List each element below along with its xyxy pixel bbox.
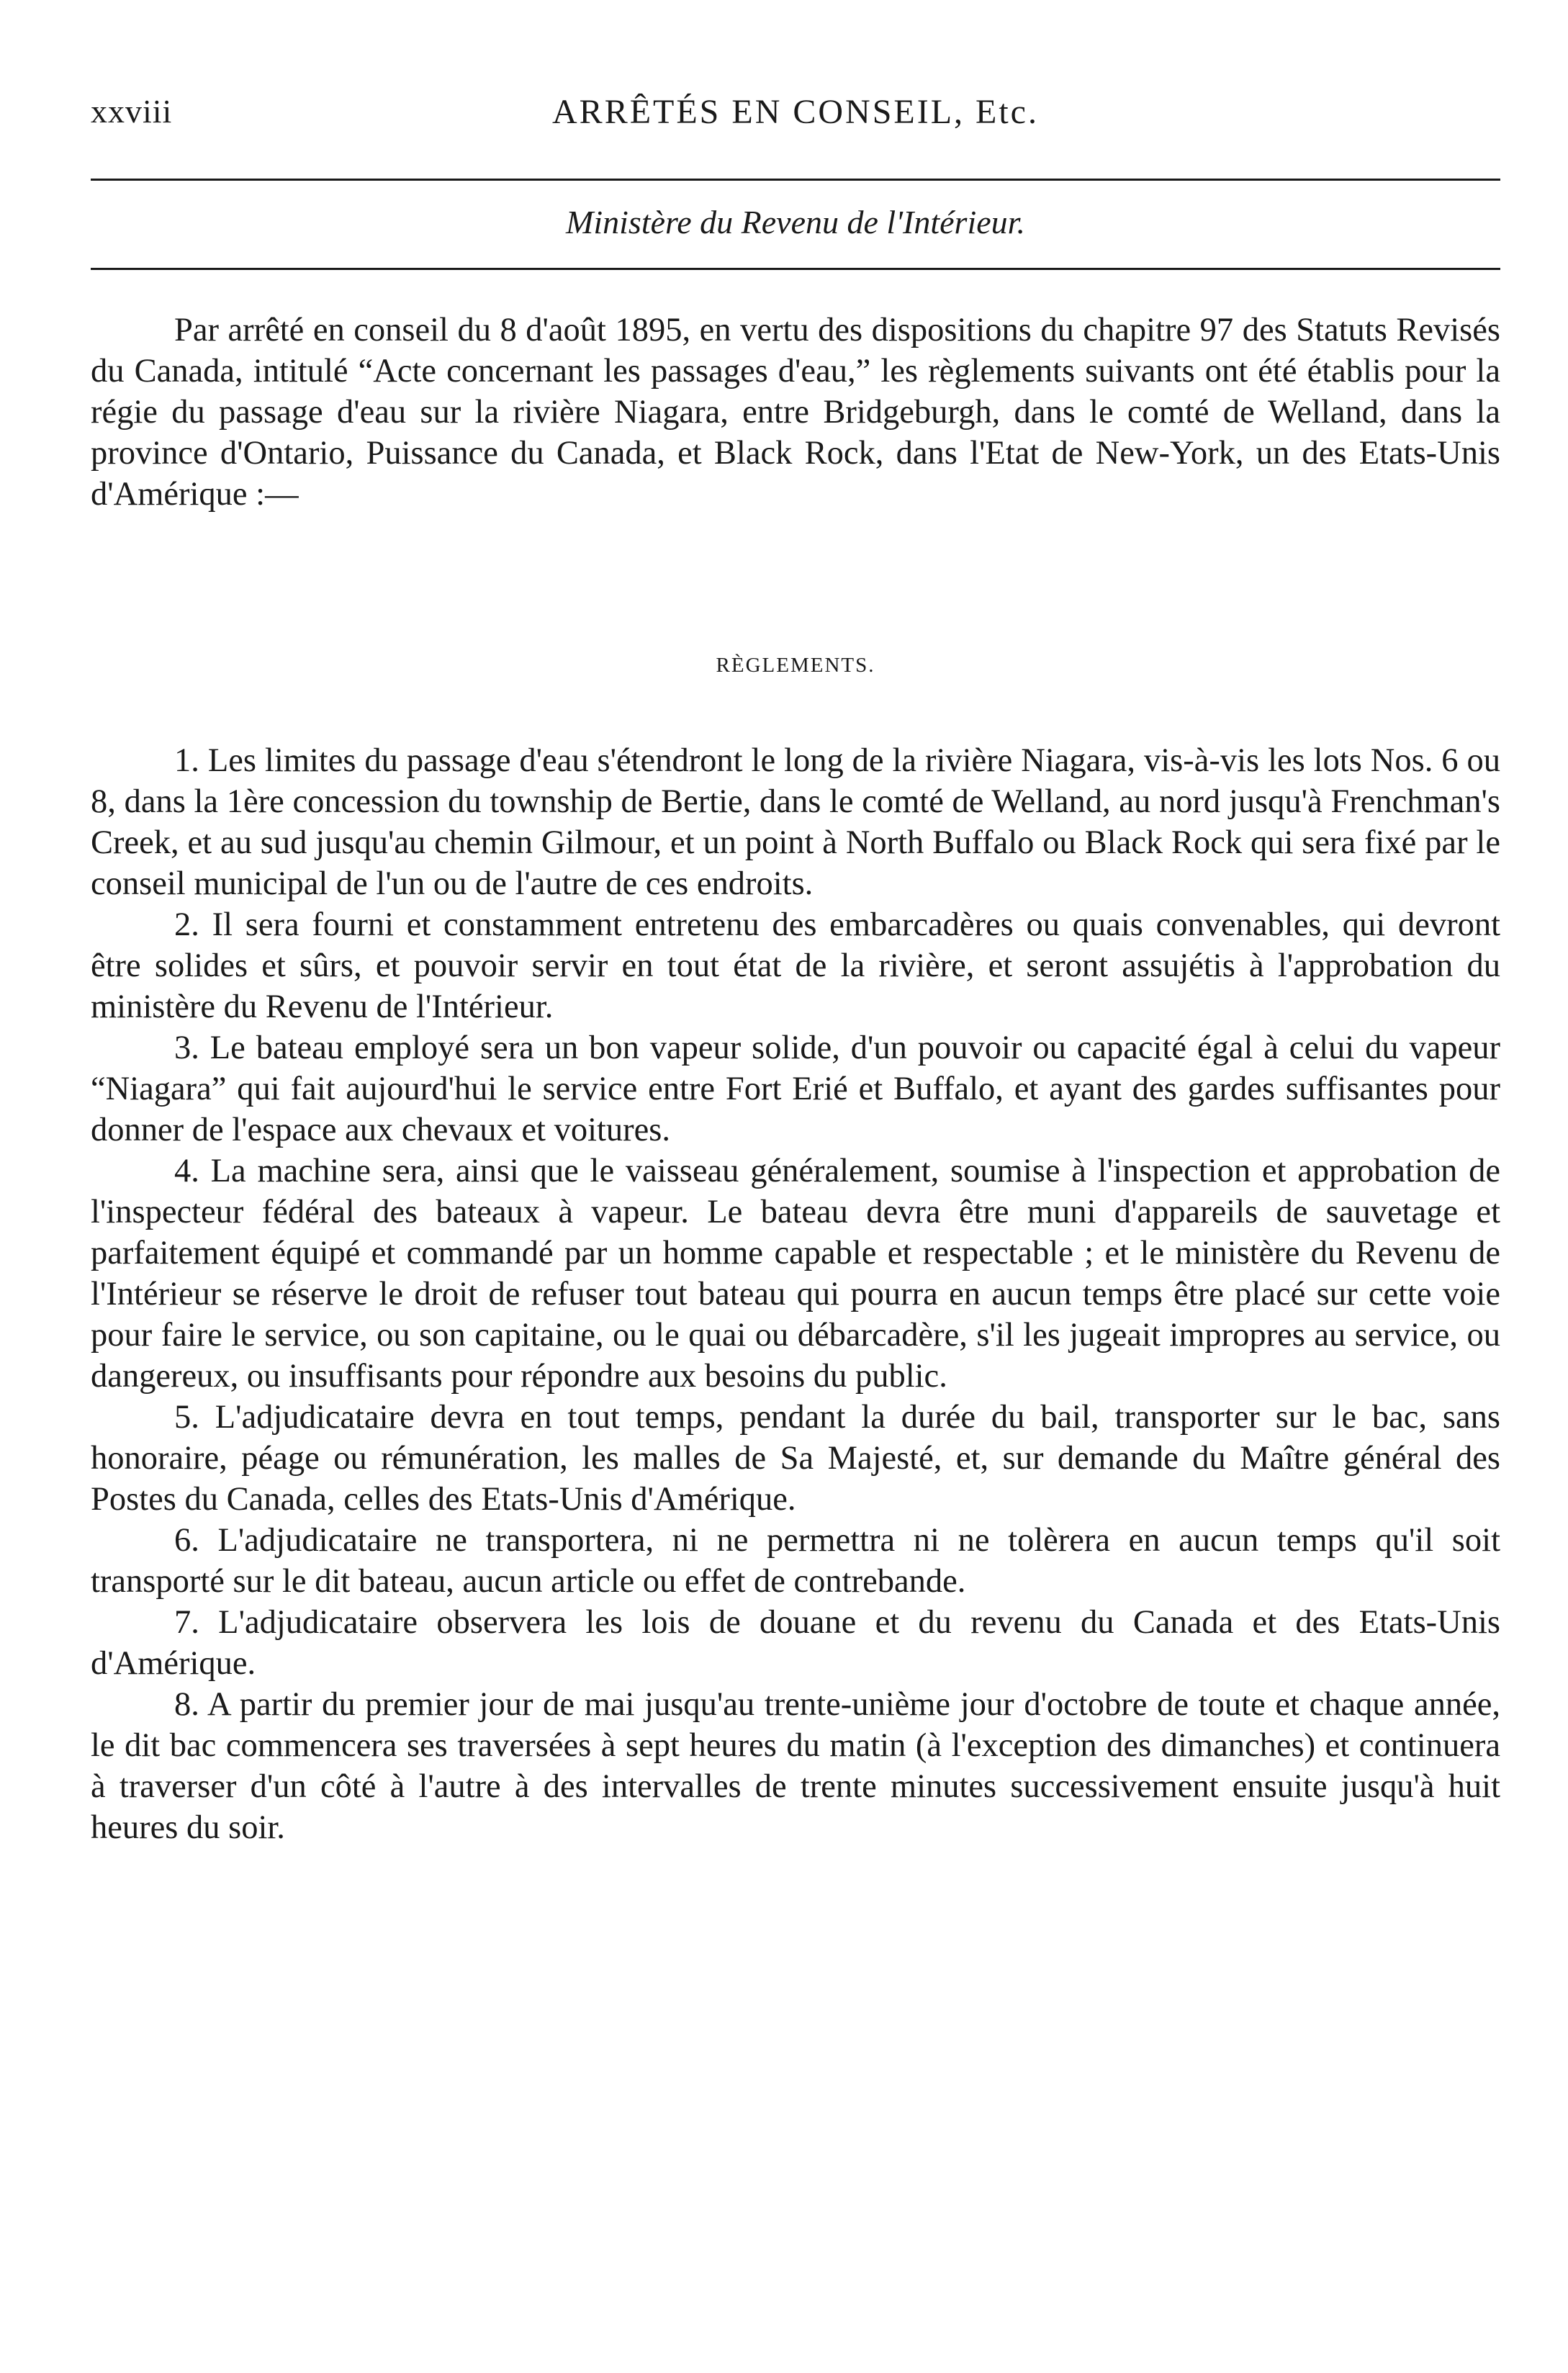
regulation-item: 1. Les limites du passage d'eau s'étendront le long de la rivière Niagara, vis-à-vis les lots Nos. 6 ou 8, dans la 1ère concession du township de Bertie, dans le comté de Welland, au nord jusqu'à Frenchman's Creek, et au sud jusqu'au chemin Gilmour, et un point à North Buffalo ou Black Rock qui sera fixé par le conseil municipal de l'un ou de l'autre de ces endroits.	[91, 742, 1500, 902]
top-rule	[91, 179, 1500, 181]
page-number: xxviii	[91, 93, 173, 130]
preamble-paragraph: Par arrêté en conseil du 8 d'août 1895, en vertu des dispositions du chapitre 97 des Statuts Revisés du Canada, intitulé “Acte concernant les passages d'eau,” les règlements suivants ont été établis pour la régie du passage d'eau sur la rivière Niagara, entre Bridgeburgh, dans le comté de Welland, dans la province d'Ontario, Puissance du Canada, et Black Rock, dans l'Etat de New-York, un des Etats-Unis d'Amérique :—	[91, 312, 1500, 513]
preamble-block	[91, 310, 1500, 515]
regulation-item: 7. L'adjudicataire observera les lois de douane et du revenu du Canada et des Etats-Unis d'Amérique.	[91, 1604, 1500, 1682]
section-heading: Ministère du Revenu de l'Intérieur.	[566, 204, 1025, 240]
regulations-list	[91, 740, 1500, 1848]
regulation-item: 3. Le bateau employé sera un bon vapeur solide, d'un pouvoir ou capacité égal à celui du vapeur “Niagara” qui fait aujourd'hui le service entre Fort Erié et Buffalo, et ayant des gardes suffisantes pour donner de l'espace aux chevaux et voitures.	[91, 1030, 1500, 1148]
page	[91, 0, 1500, 2373]
regulation-item: 8. A partir du premier jour de mai jusqu'au trente-unième jour d'octobre de toute et chaque année, le dit bac commencera ses traversées à sept heures du matin (à l'exception des dimanches) et continuera à traverser d'un côté à l'autre à des intervalles de trente minutes successivement ensuite jusqu'à huit heures du soir.	[91, 1686, 1500, 1846]
running-title: ARRÊTÉS EN CONSEIL, Etc.	[552, 93, 1039, 131]
regulation-item: 2. Il sera fourni et constamment entretenu des embarcadères ou quais convenables, qui devront être solides et sûrs, et pouvoir servir en tout état de la rivière, et seront assujétis à l'approbation du ministère du Revenu de l'Intérieur.	[91, 906, 1500, 1025]
running-head	[91, 92, 1500, 143]
regulations-subheading: RÈGLEMENTS.	[716, 654, 875, 677]
regulation-item: 4. La machine sera, ainsi que le vaisseau généralement, soumise à l'inspection et approbation de l'inspecteur fédéral des bateaux à vapeur. Le bateau devra être muni d'appareils de sauvetage et parfaitement équipé et commandé par un homme capable et respectable ; et le ministère du Revenu de l'Intérieur se réserve le droit de refuser tout bateau qui pourra en aucun temps être placé sur cette voie pour faire le service, ou son capitaine, ou le quai ou débarcadère, s'il les jugeait impropres au service, ou dangereux, ou insuffisants pour répondre aux besoins du public.	[91, 1153, 1500, 1395]
regulation-item: 5. L'adjudicataire devra en tout temps, pendant la durée du bail, transporter sur le bac, sans honoraire, péage ou rémunération, les malles de Sa Majesté, et, sur demande du Maître général des Postes du Canada, celles des Etats-Unis d'Amérique.	[91, 1399, 1500, 1518]
section-rule	[91, 268, 1500, 270]
regulation-item: 6. L'adjudicataire ne transportera, ni ne permettra ni ne tolèrera en aucun temps qu'il soit transporté sur le dit bateau, aucun article ou effet de contrebande.	[91, 1522, 1500, 1600]
